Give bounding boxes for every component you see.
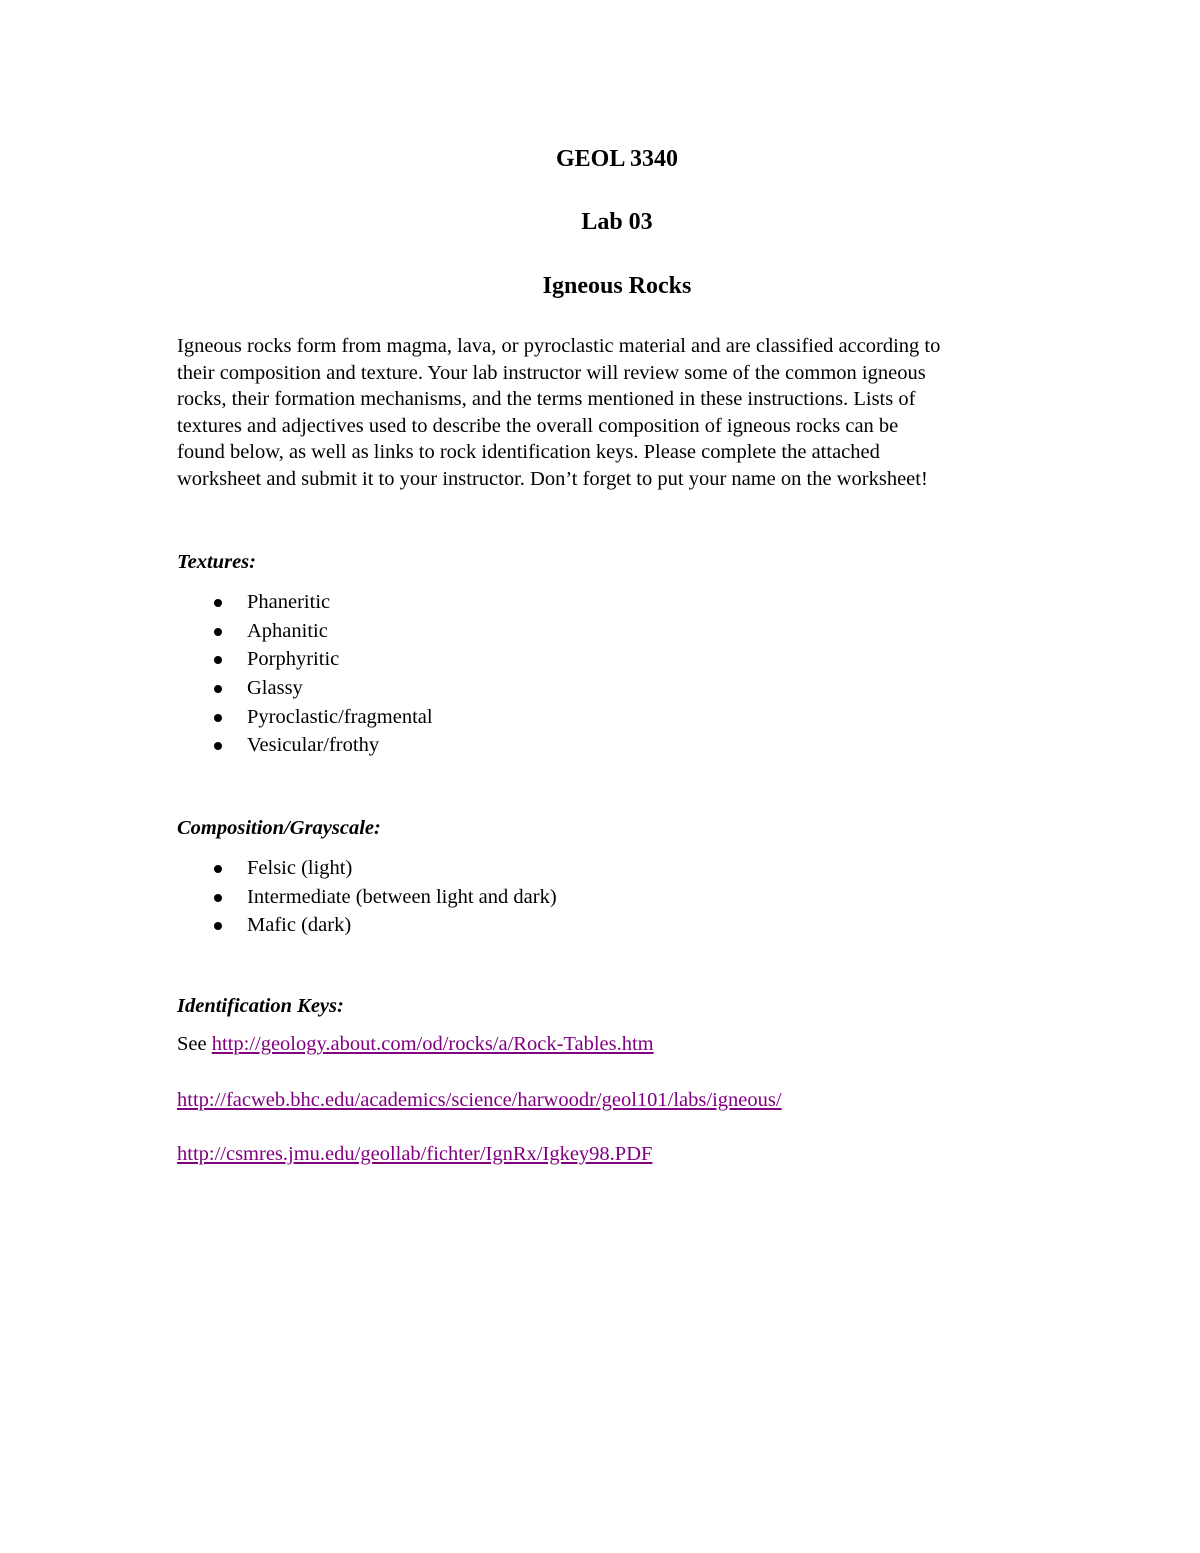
list-item-label: Felsic (light) bbox=[247, 857, 353, 879]
bullet-icon bbox=[214, 714, 222, 722]
lab-topic-title: Igneous Rocks bbox=[542, 273, 692, 299]
list-item-label: Vesicular/frothy bbox=[247, 734, 380, 757]
textures-heading: Textures: bbox=[177, 551, 256, 573]
rock-tables-link[interactable]: http://geology.about.com/od/rocks/a/Rock-Tables.htm bbox=[211, 1033, 654, 1055]
list-item bbox=[177, 674, 433, 703]
bullet-icon bbox=[214, 599, 222, 607]
list-item-label: Intermediate (between light and dark) bbox=[247, 885, 557, 908]
list-item-label: Mafic (dark) bbox=[247, 914, 352, 937]
identification-key-line bbox=[177, 1031, 654, 1057]
bullet-icon bbox=[214, 894, 222, 902]
see-label: See bbox=[177, 1033, 212, 1055]
bullet-icon bbox=[214, 628, 222, 636]
bullet-icon bbox=[214, 742, 222, 750]
list-item-label: Phaneritic bbox=[247, 591, 331, 613]
list-item bbox=[177, 617, 433, 646]
bullet-icon bbox=[214, 685, 222, 693]
list-item bbox=[177, 854, 557, 883]
list-item-label: Glassy bbox=[247, 677, 303, 700]
list-item-label: Pyroclastic/fragmental bbox=[247, 705, 433, 728]
bullet-icon bbox=[214, 922, 222, 930]
identification-key-line bbox=[177, 1087, 782, 1113]
identification-keys-heading: Identification Keys: bbox=[177, 995, 344, 1017]
list-item bbox=[177, 883, 557, 912]
intro-paragraph bbox=[177, 333, 1067, 493]
composition-list bbox=[177, 854, 557, 940]
bhc-igneous-lab-link[interactable]: http://facweb.bhc.edu/academics/science/harwoodr/geol101/labs/igneous/ bbox=[177, 1089, 782, 1111]
course-title: GEOL 3340 bbox=[555, 146, 679, 172]
lab-number: Lab 03 bbox=[581, 209, 653, 235]
list-item-label: Porphyritic bbox=[247, 648, 340, 671]
textures-list bbox=[177, 588, 433, 760]
list-item bbox=[177, 588, 433, 617]
list-item bbox=[177, 911, 557, 940]
composition-heading: Composition/Grayscale: bbox=[177, 817, 381, 839]
jmu-igneous-key-link[interactable]: http://csmres.jmu.edu/geollab/fichter/IgnRx/Igkey98.PDF bbox=[177, 1143, 653, 1165]
list-item bbox=[177, 645, 433, 674]
bullet-icon bbox=[214, 865, 222, 873]
intro-line: worksheet and submit it to your instructor. Don’t forget to put your name on the worksheet! bbox=[177, 467, 928, 490]
list-item bbox=[177, 731, 433, 760]
intro-line: Igneous rocks form from magma, lava, or pyroclastic material and are classified according to bbox=[177, 335, 941, 357]
list-item-label: Aphanitic bbox=[247, 619, 328, 642]
list-item bbox=[177, 703, 433, 732]
bullet-icon bbox=[214, 656, 222, 664]
intro-line: found below, as well as links to rock identification keys. Please complete the attached bbox=[177, 441, 880, 464]
intro-line: their composition and texture. Your lab instructor will review some of the common igneous bbox=[177, 361, 926, 384]
identification-key-line bbox=[177, 1141, 652, 1167]
intro-line: textures and adjectives used to describe the overall composition of igneous rocks can be bbox=[177, 414, 899, 437]
intro-line: rocks, their formation mechanisms, and the terms mentioned in these instructions. Lists of bbox=[177, 388, 916, 411]
